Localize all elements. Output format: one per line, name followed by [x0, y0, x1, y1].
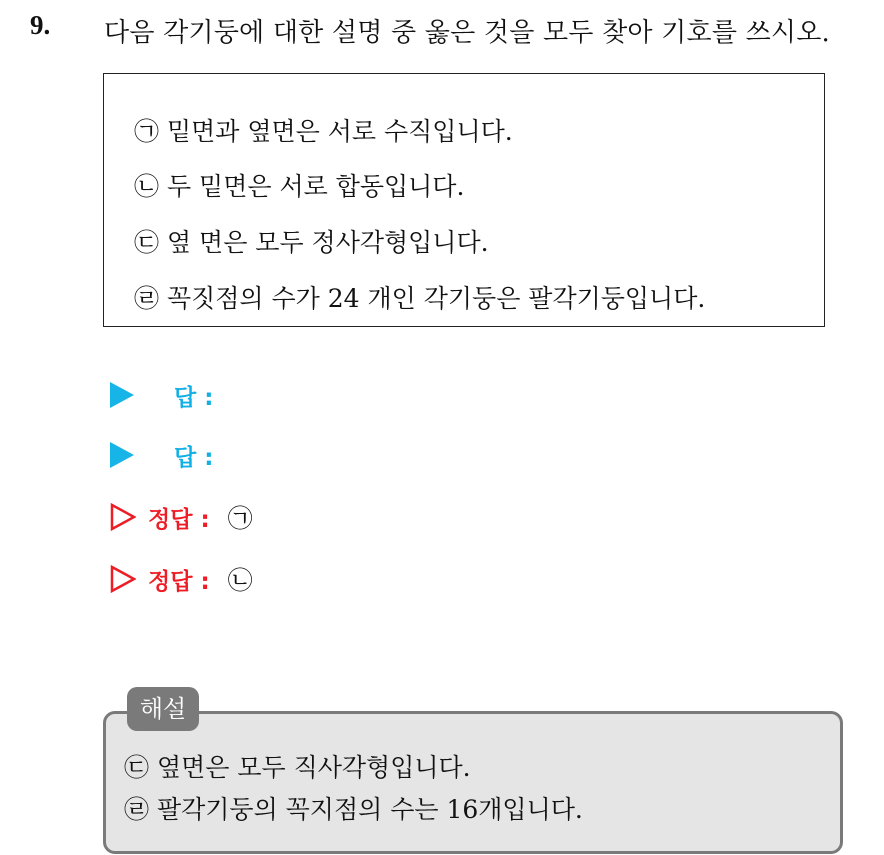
- correct-answer-label: 정답 :: [148, 506, 210, 533]
- choice-mark: ㉢: [134, 228, 160, 257]
- question-number: 9.: [30, 10, 51, 40]
- answer-blank-row: [110, 380, 213, 410]
- choice-item: [134, 112, 513, 148]
- question-text: 다음 각기둥에 대한 설명 중 옳은 것을 모두 찾아 기호를 쓰시오.: [104, 18, 831, 48]
- choice-text: 밑면과 옆면은 서로 수직입니다.: [159, 117, 513, 146]
- explanation-text: 팔각기둥의 꼭지점의 수는 16개입니다.: [149, 795, 583, 824]
- correct-answer-value: ㉡: [227, 566, 253, 595]
- explanation-tab: 해설: [127, 687, 199, 731]
- explanation-mark: ㉣: [124, 795, 150, 824]
- explanation-box: [103, 711, 843, 854]
- choice-item: [134, 167, 464, 203]
- correct-answer-row: [110, 502, 253, 532]
- explanation-line: [124, 748, 471, 784]
- choice-mark: ㉡: [134, 172, 160, 201]
- choice-item: [134, 279, 705, 315]
- choice-text: 꼭짓점의 수가 24 개인 각기둥은 팔각기둥입니다.: [159, 284, 706, 313]
- choice-mark: ㉠: [134, 117, 160, 146]
- choice-box: [103, 73, 825, 327]
- choice-item: [134, 223, 489, 259]
- choice-text: 두 밑면은 서로 합동입니다.: [159, 172, 465, 201]
- correct-answer-label: 정답 :: [148, 568, 210, 595]
- choice-text: 옆 면은 모두 정사각형입니다.: [159, 228, 489, 257]
- explanation-text: 옆면은 모두 직사각형입니다.: [149, 753, 471, 782]
- explanation-mark: ㉢: [124, 753, 150, 782]
- play-triangle-icon: [110, 382, 134, 408]
- outline-triangle-icon: [110, 503, 136, 531]
- outline-triangle-icon: [110, 565, 136, 593]
- answer-blank-row: [110, 440, 213, 470]
- explanation-line: [124, 790, 583, 826]
- correct-answer-row: [110, 564, 253, 594]
- answer-label: 답 :: [174, 384, 214, 411]
- choice-mark: ㉣: [134, 284, 160, 313]
- correct-answer-value: ㉠: [227, 504, 253, 533]
- play-triangle-icon: [110, 442, 134, 468]
- answer-label: 답 :: [174, 444, 214, 471]
